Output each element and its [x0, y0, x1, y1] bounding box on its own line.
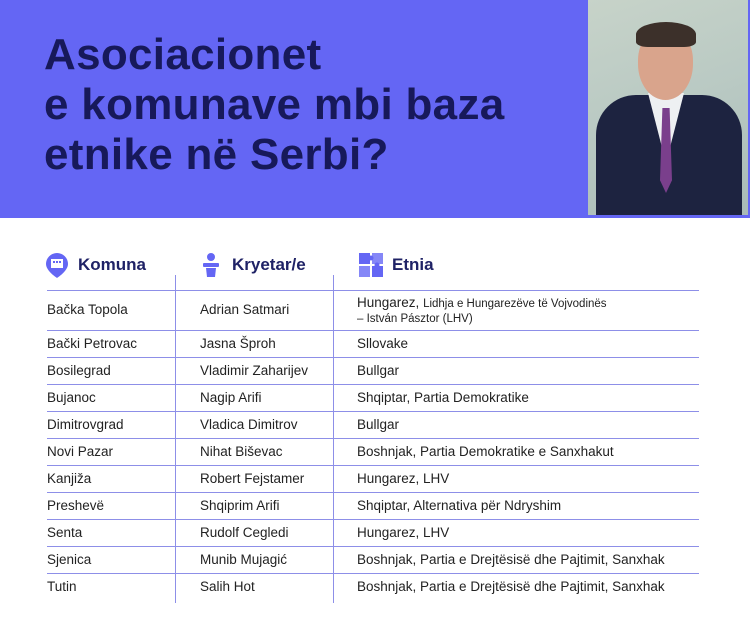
- row-divider: [47, 546, 699, 547]
- column-header-komuna: [44, 252, 146, 278]
- row-divider: [47, 290, 699, 291]
- cell-kryetar-text: Robert Fejstamer: [200, 470, 305, 486]
- cell-etnia-text: Hungarez,: [357, 295, 420, 310]
- cell-kryetar: [200, 444, 283, 459]
- cell-komuna: [47, 498, 104, 513]
- cell-etnia-text: Hungarez, LHV: [357, 470, 450, 486]
- cell-komuna-text: Bosilegrad: [47, 362, 111, 378]
- cell-kryetar-text: Vladimir Zaharijev: [200, 362, 309, 378]
- cell-etnia-text: Boshnjak, Partia e Drejtësisë dhe Pajtimit, Sanxhak: [357, 551, 665, 567]
- header-banner: [0, 0, 750, 218]
- cell-komuna-text: Kanjiža: [47, 470, 92, 486]
- portrait-photo: [588, 0, 748, 215]
- cell-komuna: [47, 444, 113, 459]
- cell-etnia-text: Bullgar: [357, 416, 400, 432]
- row-divider: [47, 465, 699, 466]
- cell-komuna: [47, 471, 91, 486]
- cell-komuna: [47, 579, 77, 594]
- cell-kryetar: [200, 417, 298, 432]
- speaker-podium-icon: [198, 252, 224, 278]
- cell-kryetar-text: Shqiprim Arifi: [200, 497, 280, 513]
- row-divider: [47, 438, 699, 439]
- cell-etnia: [357, 295, 607, 325]
- cell-komuna-text: Senta: [47, 524, 83, 540]
- cell-etnia-text: Sllovake: [357, 335, 409, 351]
- cell-kryetar: [200, 525, 289, 540]
- cell-kryetar: [200, 552, 287, 567]
- cell-etnia-text: Bullgar: [357, 362, 400, 378]
- cell-komuna: [47, 302, 128, 317]
- cell-kryetar: [200, 363, 308, 378]
- cell-etnia: [357, 336, 408, 351]
- cell-etnia-detail: – István Pásztor (LHV): [357, 313, 473, 325]
- header-label: Komuna: [78, 255, 146, 274]
- cell-komuna-text: Sjenica: [47, 551, 92, 567]
- cell-etnia-text: Boshnjak, Partia Demokratike e Sanxhakut: [357, 443, 614, 459]
- cell-etnia: [357, 579, 665, 594]
- cell-etnia: [357, 390, 529, 405]
- puzzle-icon: [358, 252, 384, 278]
- row-divider: [47, 330, 699, 331]
- cell-etnia-text: Boshnjak, Partia e Drejtësisë dhe Pajtimit, Sanxhak: [357, 578, 665, 594]
- cell-komuna: [47, 417, 124, 432]
- title-line: e komunave mbi baza: [44, 80, 505, 129]
- cell-komuna-text: Novi Pazar: [47, 443, 114, 459]
- cell-komuna-text: Bujanoc: [47, 389, 96, 405]
- page-title: [44, 30, 604, 180]
- cell-kryetar-text: Vladica Dimitrov: [200, 416, 298, 432]
- title-line: etnike në Serbi?: [44, 130, 389, 179]
- cell-kryetar-text: Munib Mujagić: [200, 551, 288, 567]
- cell-komuna-text: Tutin: [47, 578, 77, 594]
- cell-komuna: [47, 390, 96, 405]
- header-label: Kryetar/e: [232, 255, 306, 274]
- row-divider: [47, 519, 699, 520]
- cell-kryetar: [200, 471, 304, 486]
- cell-kryetar-text: Rudolf Cegledi: [200, 524, 289, 540]
- cell-etnia-text: Shqiptar, Partia Demokratike: [357, 389, 529, 405]
- cell-kryetar-text: Nagip Arifi: [200, 389, 262, 405]
- cell-komuna-text: Bački Petrovac: [47, 335, 138, 351]
- cell-komuna: [47, 552, 91, 567]
- column-divider: [175, 275, 176, 603]
- cell-kryetar: [200, 302, 289, 317]
- cell-etnia: [357, 471, 449, 486]
- row-divider: [47, 573, 699, 574]
- cell-etnia: [357, 525, 449, 540]
- cell-komuna: [47, 525, 82, 540]
- cell-etnia: [357, 444, 614, 459]
- column-header-kryetar: [198, 252, 306, 278]
- cell-komuna-text: Bačka Topola: [47, 302, 128, 317]
- row-divider: [47, 411, 699, 412]
- column-divider: [333, 275, 334, 603]
- cell-kryetar: [200, 336, 276, 351]
- cell-kryetar: [200, 498, 280, 513]
- cell-etnia-text: Shqiptar, Alternativa për Ndryshim: [357, 497, 562, 513]
- title-line: Asociacionet: [44, 30, 322, 79]
- cell-etnia: [357, 363, 399, 378]
- cell-komuna: [47, 363, 111, 378]
- row-divider: [47, 492, 699, 493]
- cell-kryetar: [200, 579, 255, 594]
- row-divider: [47, 384, 699, 385]
- map-pin-building-icon: [44, 252, 70, 278]
- cell-kryetar-text: Jasna Šproh: [200, 335, 276, 351]
- cell-komuna: [47, 336, 137, 351]
- column-header-etnia: [358, 252, 434, 278]
- cell-komuna-text: Dimitrovgrad: [47, 416, 124, 432]
- cell-etnia: [357, 417, 399, 432]
- cell-kryetar-text: Adrian Satmari: [200, 302, 290, 317]
- cell-kryetar-text: Salih Hot: [200, 578, 255, 594]
- cell-etnia-detail: Lidhja e Hungarezëve të Vojvodinës: [423, 298, 607, 310]
- cell-etnia: [357, 552, 665, 567]
- cell-etnia-text: Hungarez, LHV: [357, 524, 450, 540]
- row-divider: [47, 357, 699, 358]
- header-label: Etnia: [392, 255, 434, 274]
- cell-etnia: [357, 498, 561, 513]
- cell-kryetar-text: Nihat Biševac: [200, 443, 283, 459]
- cell-komuna-text: Preshevë: [47, 497, 105, 513]
- cell-kryetar: [200, 390, 262, 405]
